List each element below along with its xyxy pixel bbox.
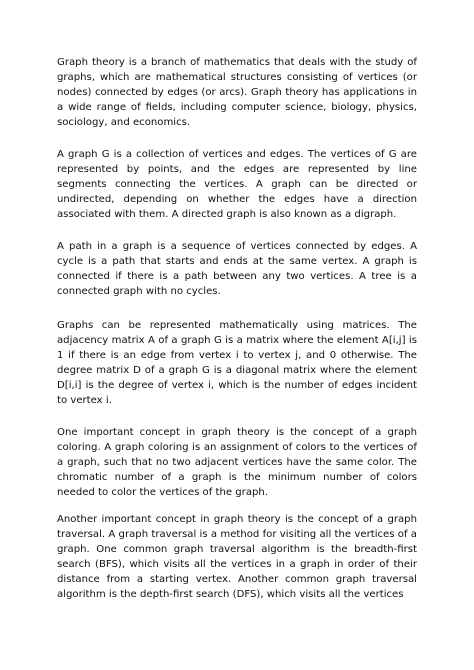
paragraph-matrices: Graphs can be represented mathematically using matrices. The adjacency matrix A of a graph G is a matrix where the element A[i,j] is 1 if there is an edge from vertex i to vertex j, and 0 otherwise. The degree matrix D of a graph G is a diagonal matrix where the element D[i,i] is the degree of vertex i, which is the number of edges incident to vertex i. [57, 320, 417, 406]
paragraph-graph-definition: A graph G is a collection of vertices and edges. The vertices of G are represented by points, and the edges are represented by line segments connecting the vertices. A graph can be directed or undirected, depending on whether the edges have a direction associated with them. A directed graph is also known as a digraph. [57, 149, 417, 220]
paragraph-coloring: One important concept in graph theory is the concept of a graph coloring. A graph coloring is an assignment of colors to the vertices of a graph, such that no two adjacent vertices have the same color. The chromatic number of a graph is the minimum number of colors needed to color the vertices of the graph. [57, 427, 417, 498]
paragraph-traversal: Another important concept in graph theory is the concept of a graph traversal. A graph traversal is a method for visiting all the vertices of a graph. One common graph traversal algorithm is the breadth-first search (BFS), which visits all the vertices in a graph in order of their distance from a starting vertex. Another common graph traversal algorithm is the depth-first search (DFS), which visits all the vertices [57, 514, 417, 600]
paragraph-intro: Graph theory is a branch of mathematics that deals with the study of graphs, which are mathematical structures consisting of vertices (or nodes) connected by edges (or arcs). Graph theory has applications in a wide range of fields, including computer science, biology, physics, sociology, and economics. [57, 57, 417, 128]
paragraph-paths-cycles: A path in a graph is a sequence of vertices connected by edges. A cycle is a path that starts and ends at the same vertex. A graph is connected if there is a path between any two vertices. A tree is a connected graph with no cycles. [57, 241, 417, 297]
